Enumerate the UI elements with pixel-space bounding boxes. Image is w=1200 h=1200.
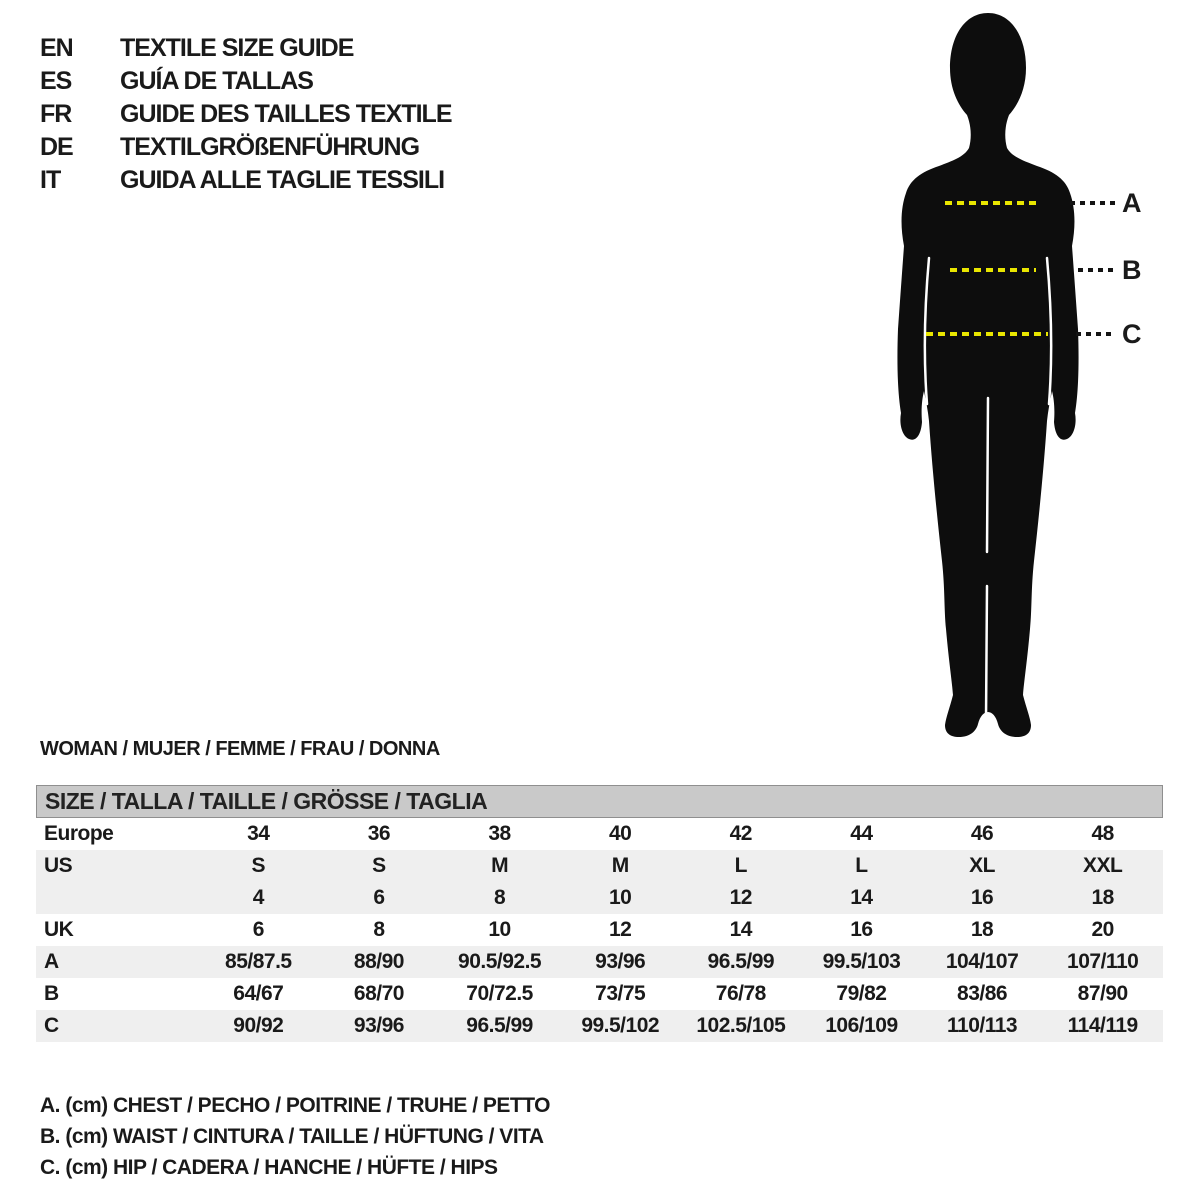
table-row-label: B — [44, 982, 59, 1005]
table-row — [36, 1010, 1163, 1042]
woman-silhouette-svg — [888, 10, 1088, 740]
language-row — [40, 131, 452, 164]
table-cell: 76/78 — [715, 982, 766, 1005]
table-cell: 10 — [488, 918, 511, 941]
table-row — [36, 914, 1163, 946]
table-row — [36, 946, 1163, 978]
table-cell: 79/82 — [836, 982, 887, 1005]
table-cell: 93/96 — [595, 950, 646, 973]
table-cell: 96.5/99 — [707, 950, 775, 973]
table-row — [36, 850, 1163, 882]
chest-measure-dash — [945, 201, 1041, 205]
table-cell: L — [734, 854, 747, 877]
table-cell: M — [611, 854, 629, 877]
table-cell: 10 — [609, 886, 632, 909]
legend-hip: C. (cm) HIP / CADERA / HANCHE / HÜFTE / HIPS — [40, 1156, 498, 1179]
chest-leader-dots — [1070, 201, 1116, 205]
table-cell: 90/92 — [233, 1014, 284, 1037]
table-cell: 36 — [367, 822, 391, 845]
table-cell: 104/107 — [945, 950, 1019, 973]
table-cell: L — [855, 854, 868, 877]
table-row-label: UK — [44, 918, 74, 941]
table-row — [36, 978, 1163, 1010]
legend-chest: A. (cm) CHEST / PECHO / POITRINE / TRUHE / PETTO — [40, 1094, 551, 1117]
table-row-label: A — [44, 950, 59, 973]
table-cell: 4 — [252, 886, 264, 909]
language-row — [40, 164, 452, 197]
legend-waist: B. (cm) WAIST / CINTURA / TAILLE / HÜFTUNG / VITA — [40, 1125, 544, 1148]
guide-title: TEXTILE SIZE GUIDE — [120, 34, 354, 62]
table-cell: 8 — [373, 918, 385, 941]
guide-title: GUÍA DE TALLAS — [120, 67, 313, 95]
size-table-body — [36, 818, 1163, 1042]
table-cell: S — [372, 854, 386, 877]
section-title: WOMAN / MUJER / FEMME / FRAU / DONNA — [40, 738, 440, 760]
table-cell: 99.5/103 — [822, 950, 901, 973]
waist-leader-dots — [1078, 268, 1116, 272]
table-cell: 96.5/99 — [466, 1014, 533, 1037]
table-cell: 48 — [1091, 822, 1114, 845]
size-table — [36, 785, 1163, 1042]
table-cell: S — [251, 854, 266, 877]
table-cell: 42 — [729, 822, 752, 845]
table-cell: 18 — [970, 918, 994, 941]
waist-measure-dash — [950, 268, 1036, 272]
table-cell: 12 — [729, 886, 752, 909]
table-cell: 16 — [970, 886, 994, 909]
table-cell: 90.5/92.5 — [458, 950, 542, 973]
table-cell: 73/75 — [595, 982, 646, 1005]
table-row-label: Europe — [44, 822, 114, 845]
table-cell: 85/87.5 — [225, 950, 292, 973]
guide-title: TEXTILGRÖßENFÜHRUNG — [120, 133, 420, 161]
table-cell: 83/86 — [957, 982, 1008, 1005]
language-row — [40, 98, 452, 131]
table-cell: 44 — [850, 822, 873, 845]
chest-measure-label: A — [1122, 188, 1141, 218]
table-cell: 40 — [609, 822, 632, 845]
table-cell: 114/119 — [1067, 1014, 1138, 1037]
table-cell: 64/67 — [233, 982, 284, 1005]
table-cell: 20 — [1091, 918, 1114, 941]
size-table-header: SIZE / TALLA / TAILLE / GRÖSSE / TAGLIA — [36, 785, 1163, 818]
table-cell: 93/96 — [353, 1014, 404, 1037]
table-cell: 99.5/102 — [581, 1014, 660, 1037]
language-code: DE — [40, 133, 73, 161]
table-cell: XXL — [1083, 854, 1123, 877]
table-cell: 8 — [493, 886, 506, 909]
table-cell: 88/90 — [353, 950, 404, 973]
table-cell: 34 — [247, 822, 270, 845]
table-cell: 6 — [252, 918, 264, 941]
table-cell: 18 — [1091, 886, 1114, 909]
table-cell: 38 — [488, 822, 511, 845]
language-code: EN — [40, 34, 73, 62]
table-cell: 14 — [850, 886, 873, 909]
hip-measure-dash — [926, 332, 1048, 336]
table-cell: 12 — [609, 918, 632, 941]
table-cell: 68/70 — [353, 982, 404, 1005]
table-cell: 102.5/105 — [696, 1014, 786, 1037]
table-cell: 14 — [729, 918, 752, 941]
language-title-list — [40, 32, 452, 197]
table-cell: 87/90 — [1077, 982, 1128, 1005]
table-cell: 106/109 — [825, 1014, 898, 1037]
table-cell: 107/110 — [1067, 950, 1139, 973]
language-code: ES — [40, 67, 72, 95]
table-row-label — [36, 882, 198, 914]
woman-silhouette-figure — [888, 10, 1088, 740]
table-cell: M — [491, 854, 509, 877]
hip-leader-dots — [1076, 332, 1116, 336]
table-cell: 110/113 — [947, 1014, 1018, 1037]
language-code: IT — [40, 166, 61, 194]
table-cell: 46 — [970, 822, 994, 845]
table-row — [36, 882, 1163, 914]
measure-legend — [40, 1090, 550, 1183]
table-cell: 16 — [850, 918, 873, 941]
table-row-label: US — [44, 854, 73, 877]
language-code: FR — [40, 100, 72, 128]
guide-title: GUIDA ALLE TAGLIE TESSILI — [120, 166, 445, 194]
table-row-label: C — [44, 1014, 59, 1037]
hip-measure-label: C — [1122, 319, 1141, 349]
guide-title: GUIDE DES TAILLES TEXTILE — [120, 100, 452, 128]
table-cell: XL — [969, 854, 995, 877]
table-cell: 70/72.5 — [466, 982, 533, 1005]
waist-measure-label: B — [1122, 255, 1141, 285]
language-row — [40, 65, 452, 98]
table-cell: 6 — [373, 886, 385, 909]
language-row — [40, 32, 452, 65]
table-row — [36, 818, 1163, 850]
